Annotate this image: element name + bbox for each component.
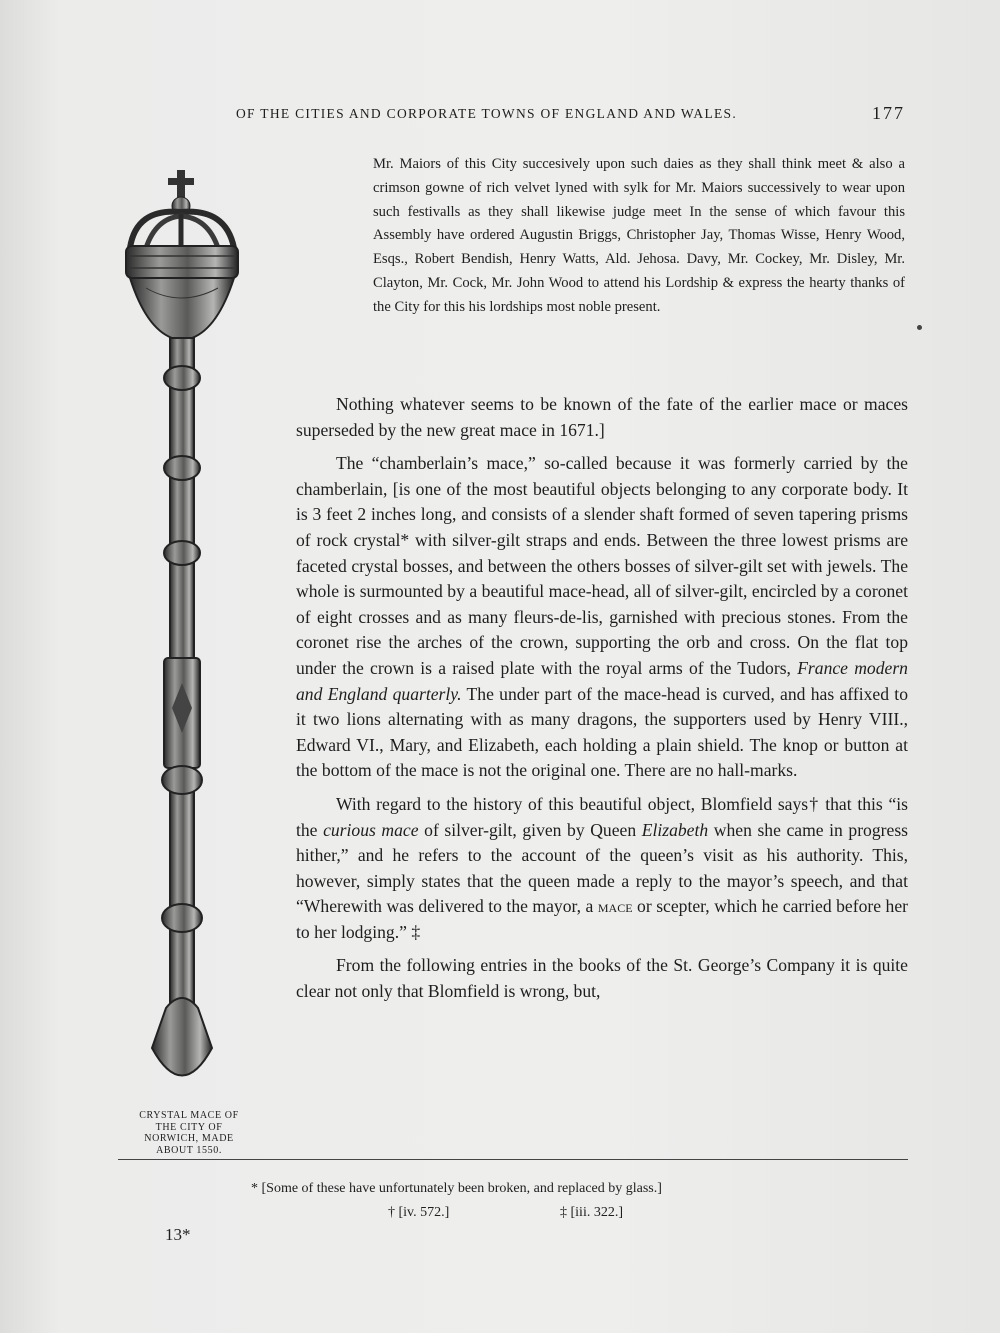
smallcaps-text: mace	[597, 896, 633, 917]
paragraph: Nothing whatever seems to be known of the fate of the earlier mace or maces superseded by the new great mace in 1671.]	[296, 394, 908, 440]
caption-line: THE CITY OF	[155, 1121, 223, 1133]
page-number: 177	[872, 103, 905, 123]
ink-speck	[917, 325, 922, 330]
caption-line: ABOUT 1550.	[156, 1144, 222, 1156]
illustration-caption	[130, 1110, 248, 1156]
footnote-star: * [Some of these have unfortunately been broken, and replaced by glass.]	[251, 1181, 662, 1196]
italic-text: Elizabeth	[641, 819, 709, 840]
paragraph-text: when she came in progress hither,” and he refers to the account of the queen’s visit as his authority. This, however, simply states that the queen made a reply to the mayor’s speech, and that “Wherewith was delivered to the mayor, a	[296, 819, 909, 917]
paragraph-text: The “chamberlain’s mace,” so-called because it was formerly carried by the chamberlain, [is one of the most beautiful objects belonging to any corporate body. It is 3 feet 2 inches long, and consists of a slender shaft formed of seven tapering prisms of rock crystal* with silver-gilt straps and ends. Between the three lowest prisms are faceted crystal bosses, and between the others bosses of silver-gilt set with jewels. The whole is surmounted by a beautiful mace-head, all of silver-gilt, encircled by a coronet of eight crosses and as many fleurs-de-lis, garnished with precious stones. From the coronet rise the arches of the crown, supporting the orb and cross. On the flat top under the crown is a raised plate with the royal arms of the Tudors,	[296, 453, 908, 678]
italic-text: France modern and England quarterly.	[296, 657, 908, 704]
paragraph	[296, 451, 908, 784]
footnote-dagger: † [iv. 572.]	[388, 1205, 450, 1220]
caption-line: CRYSTAL MACE OF	[139, 1110, 239, 1121]
paragraph-text: The under part of the mace-head is curved, and has affixed to it two lions alternating with as many dragons, the supporters used by Henry VIII., Edward VI., Mary, and Elizabeth, each holding a plain shield. The knop or button at the bottom of the mace is not the original one. There are no hall-marks.	[296, 683, 908, 781]
paragraph-text: of silver-gilt, given by Queen	[424, 819, 637, 840]
footnote-rule	[118, 1159, 908, 1160]
quoted-entry	[373, 153, 905, 320]
caption-line: NORWICH, MADE	[144, 1133, 234, 1144]
mace-illustration	[116, 168, 248, 1106]
paragraph-text: or scepter, which he carried before her to her lodging.” ‡	[296, 896, 908, 942]
italic-text: curious mace	[323, 819, 419, 840]
quote-text: Mr. Maiors of this City succesively upon such daies as they shall think meet & also a crimson gowne of rich velvet lyned with sylk for Mr. Maiors successively to wear upon such festivalls as they shall likewise judge meet In the sense of which favour this Assembly have ordered Augustin Briggs, Christopher Jay, Thomas Wisse, Henry Wood, Esqs., Robert Bendish, Henry Watts, Ald. Jehosa. Davy, Mr. Cockey, Mr. Disley, Mr. Clayton, Mr. Cock, Mr. John Wood to attend his Lordship & express the hearty thanks of the City for this his lordships most noble present.	[373, 156, 905, 315]
signature-mark: 13*	[165, 1225, 191, 1244]
paragraph: From the following entries in the books of the St. George’s Company it is quite clear not only that Blomfield is wrong, but,	[296, 955, 908, 1002]
paragraph	[296, 792, 908, 946]
footnote-double-dagger: ‡ [iii. 322.]	[560, 1205, 623, 1220]
running-head: OF THE CITIES AND CORPORATE TOWNS OF ENGLAND AND WALES.	[236, 106, 738, 121]
paragraph-text: With regard to the history of this beautiful object, Blomfield says† that this “is the	[296, 793, 908, 840]
main-text	[296, 392, 908, 1013]
